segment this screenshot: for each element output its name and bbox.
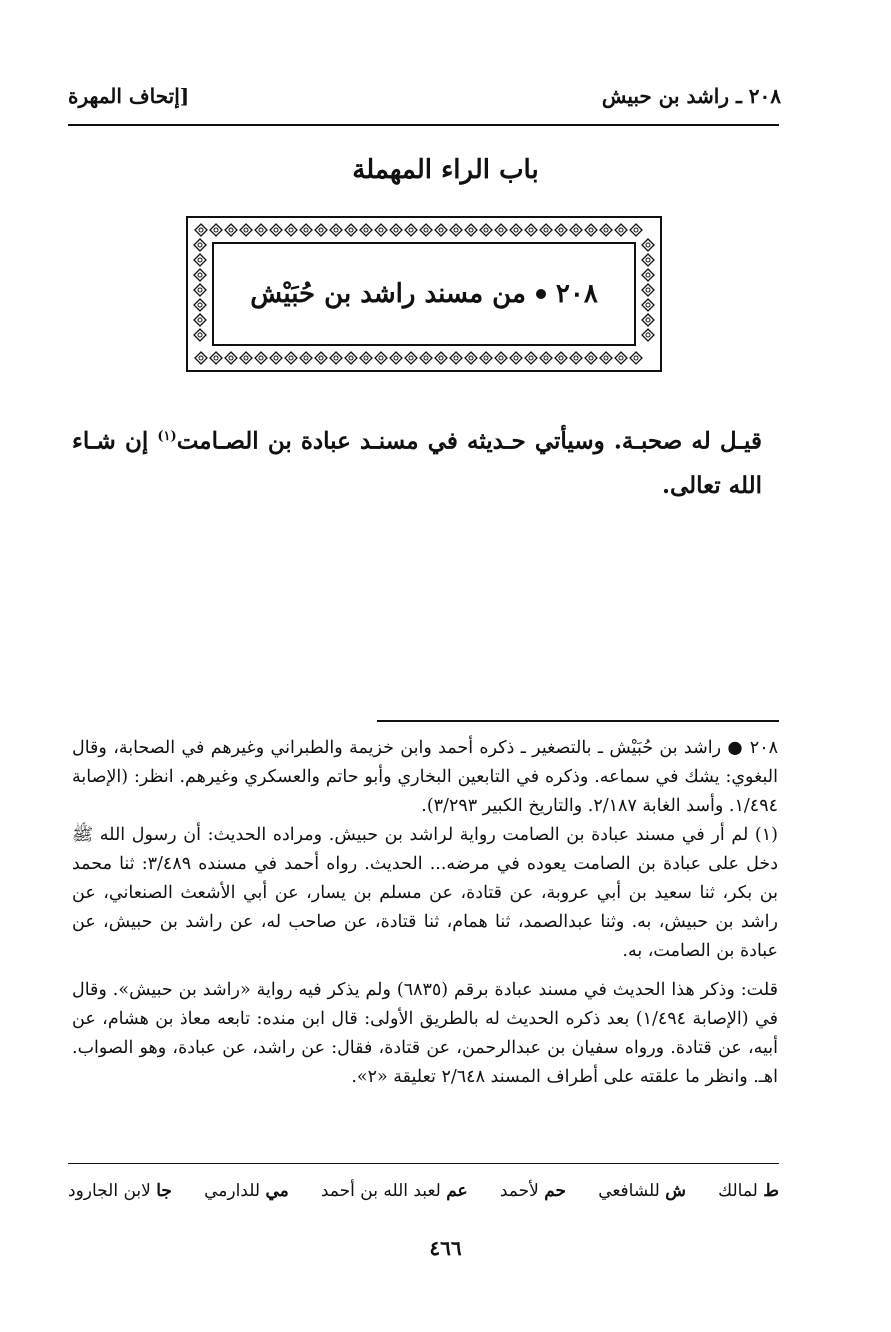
page-number: ٤٦٦ [429, 1236, 462, 1260]
abbreviation: ش للشافعي [598, 1181, 687, 1201]
abbreviation: عم لعبد الله بن أحمد [320, 1181, 468, 1201]
footnote-rule [377, 720, 779, 722]
footnote-comment: قلت: وذكر هذا الحديث في مسند عبادة برقم (٦٨٣٥) ولم يذكر فيه رواية «راشد بن حبيش». وقال في (الإصابة ١/٤٩٤) بعد ذكره الحديث له بالطريق الأولى: قال ابن منده: تابعه معاذ بن هشام، عن أبيه، عن قتادة. ورواه سفيان بن عبدالرحمن، عن قتادة، فقال: عن راشد، عن عبادة، وهو الصواب. اهـ. وانظر ما علقته على أطراف المسند ٢/٦٤٨ تعليقة «٢». [72, 980, 779, 1087]
abbreviation: مي للدارمي [204, 1181, 289, 1201]
bottom-rule [68, 1163, 779, 1164]
main-text-part: قيـل له صحبـة. وسيأتي حـديثه في مسنـد عبادة بن الصـامت [176, 427, 762, 455]
footnote-1: (١) لم أر في مسند عبادة بن الصامت رواية لراشد بن حبيش. ومراده الحديث: أن رسول الله ﷺ دخل على عبادة بن الصامت يعوده في مرضه... الحديث. رواه أحمد في مسنده ٣/٤٨٩: ثنا محمد بن بكر، ثنا سعيد بن أبي عروبة، عن قتادة، عن مسلم بن يسار، عن أبي الأشعث الصنعاني، عن راشد بن حبيش، به. وثنا عبدالصمد، ثنا همام، ثنا قتادة، عن صاحب له، عن راشد بن حبيش، عن عبادة بن الصامت، به. [72, 825, 778, 961]
abbreviation: جا لابن الجارود [68, 1181, 172, 1201]
entry-head: ٢٠٨ ـ راشد بن حبيش [601, 84, 781, 108]
abbreviations-key [68, 1181, 779, 1201]
running-header [68, 78, 781, 114]
footnote-ref[interactable]: (١) [157, 429, 177, 444]
bullet-icon [536, 289, 546, 299]
entry-name: من مسند راشد بن حُبَيْش [250, 279, 526, 309]
entry-number: ٢٠٨ [555, 279, 598, 309]
main-text [72, 415, 762, 508]
footnote-208: ٢٠٨ ● راشد بن حُبَيْش ـ بالتصغير ـ ذكره أحمد وابن خزيمة والطبراني وغيرهم في الصحابة، وقال البغوي: يشك في سماعه. وذكره في التابعين البخاري وأبو حاتم والعسكري وغيرهم. انظر: (الإصابة ١/٤٩٤. وأسد الغابة ٢/١٨٧. والتاريخ الكبير ٣/٢٩٣). [72, 738, 778, 816]
main-text-part: إن شـاء الله تعالى. [72, 427, 762, 499]
book-title: [إتحاف المهرة [68, 84, 190, 108]
header-rule [68, 124, 779, 126]
entry-title [250, 279, 598, 309]
chapter-title: باب الراء المهملة [352, 155, 539, 185]
ornamental-frame [186, 216, 662, 372]
footnotes [72, 734, 778, 1092]
entry-title-box [212, 242, 636, 346]
abbreviation: ط لمالك [718, 1181, 779, 1201]
abbreviation: حم لأحمد [499, 1181, 567, 1201]
